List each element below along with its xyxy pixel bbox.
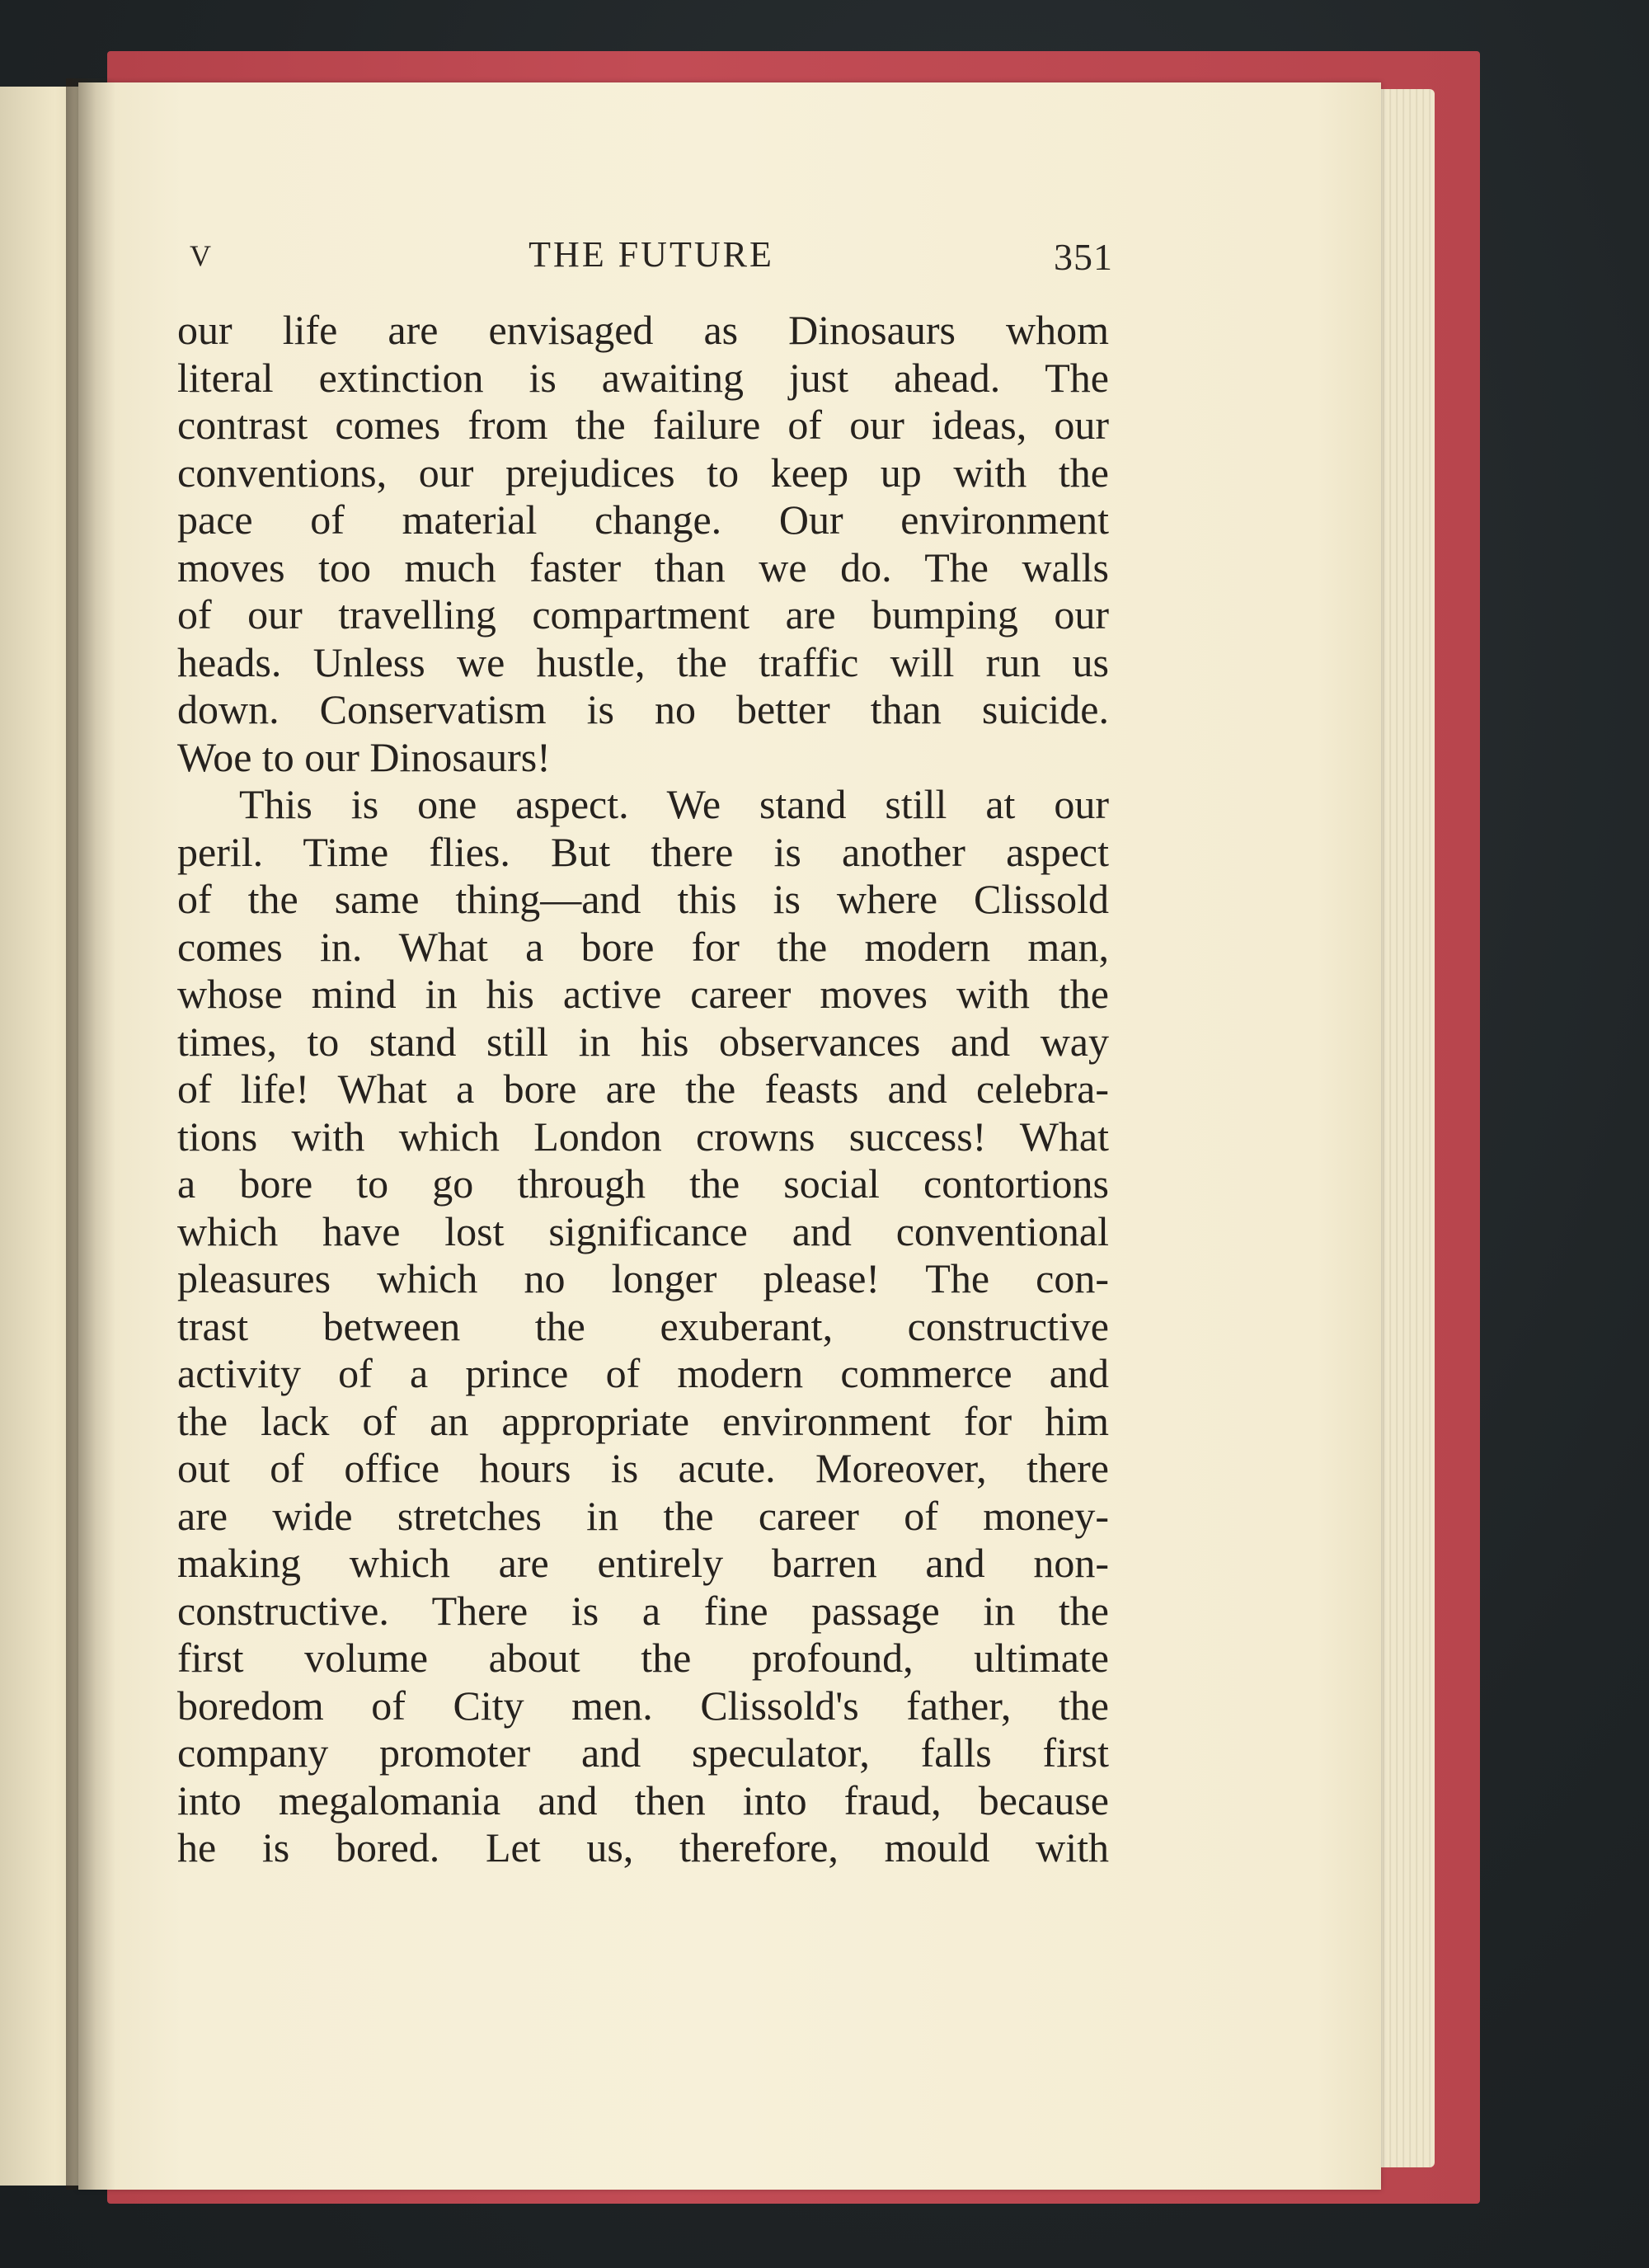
text-line: company promoter and speculator, falls first [177,1729,1109,1776]
text-line: peril. Time flies. But there is another aspect [177,828,1109,875]
text-line: comes in. What a bore for the modern man, [177,923,1109,970]
text-line: of life! What a bore are the feasts and celebra- [177,1066,1109,1112]
text-line: making which are entirely barren and non- [177,1540,1109,1586]
body-text [177,307,1109,1872]
text-line: boredom of City men. Clissold's father, the [177,1682,1109,1729]
text-line: tions with which London crowns success! What [177,1113,1109,1160]
running-head [190,233,1113,283]
text-line: heads. Unless we hustle, the traffic will run us [177,638,1109,685]
text-line: pace of material change. Our environment [177,496,1109,543]
text-line: of the same thing—and this is where Clissold [177,876,1109,922]
text-line: constructive. There is a fine passage in the [177,1587,1109,1634]
text-line: activity of a prince of modern commerce and [177,1350,1109,1396]
text-line: whose mind in his active career moves with the [177,971,1109,1017]
text-line: trast between the exuberant, constructive [177,1302,1109,1349]
text-line: times, to stand still in his observances and way [177,1018,1109,1065]
text-line: the lack of an appropriate environment for him [177,1397,1109,1444]
text-line: down. Conservatism is no better than suicide. [177,686,1109,732]
text-line: pleasures which no longer please! The con- [177,1255,1109,1301]
text-line: a bore to go through the social contortions [177,1160,1109,1207]
paragraph-end-line: Woe to our Dinosaurs! [177,733,551,780]
text-line: literal extinction is awaiting just ahead. The [177,354,1109,401]
text-line: first volume about the profound, ultimate [177,1635,1109,1681]
text-line: moves too much faster than we do. The walls [177,543,1109,591]
text-line: which have lost significance and conventional [177,1207,1109,1254]
text-line: contrast comes from the failure of our ideas, our [177,402,1109,448]
gutter-shadow [66,78,115,2190]
text-line: of our travelling compartment are bumping our [177,591,1109,638]
text-line: are wide stretches in the career of money- [177,1492,1109,1539]
text-line: conventions, our prejudices to keep up with the [177,449,1109,496]
text-line: out of office hours is acute. Moreover, there [177,1445,1109,1491]
text-line: our life are envisaged as Dinosaurs whom [177,307,1109,353]
text-line: into megalomania and then into fraud, because [177,1776,1109,1823]
running-title: THE FUTURE [529,234,774,275]
text-line: he is bored. Let us, therefore, mould with [177,1824,1109,1870]
paragraph-first-line: This is one aspect. We stand still at our [239,781,1109,827]
page-number: 351 [1054,236,1113,278]
section-number: V [190,239,212,272]
